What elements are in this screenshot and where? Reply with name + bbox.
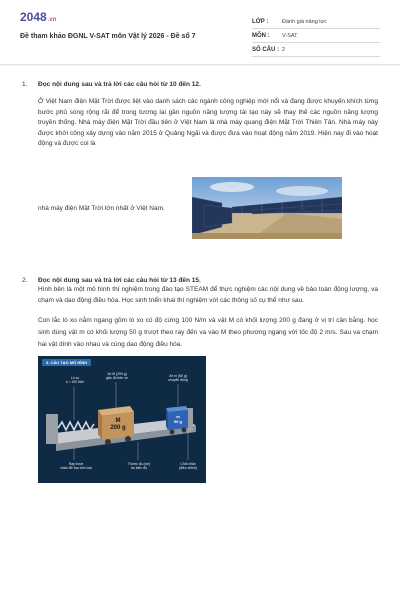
steam-model-figure — [38, 356, 206, 483]
question-paragraph: Ở Việt Nam điện Mặt Trời được liệt vào danh sách các ngành công nghiệp mới nổi và đang được khuyến khích từng bước phủ sóng rộng rãi để trong tương lai gần nguồn năng lượng tái tạo này sẽ thay thế các nguồn năng lượng truyền thống. Nhà máy điện Mặt Trời đầu tiên ở Việt Nam là nhà máy quang điện Mặt Trời Thiên Tân. Nhà máy này được khởi công xây dựng vào năm 2015 ở Quảng Ngãi và được đưa vào hoạt động năm 2019. Hiện nay đi vào hoạt động và được coi là — [38, 98, 378, 147]
label-stop: Chốt chặn (điều chỉnh) — [179, 462, 197, 470]
meta-key: SỐ CÂU : — [252, 46, 279, 53]
meta-value: Đánh giá năng lực — [282, 18, 327, 25]
site-logo[interactable] — [20, 10, 56, 24]
meta-key: MÔN : — [252, 32, 270, 39]
label-cart-m: Xe m (50 g) chuyển động — [168, 374, 188, 382]
solar-farm-photo — [192, 177, 342, 239]
logo-suffix: .vn — [47, 17, 57, 23]
document-title: Đề tham khảo ĐGNL V-SAT môn Vật lý 2026 - Đề số 7 — [20, 33, 196, 40]
logo-text: 2048 — [20, 10, 47, 24]
question-number: 1. — [22, 81, 28, 88]
block-M-label: M 200 g — [110, 418, 126, 431]
label-cart-M: Xe M (200 g) gắn đồ trên xe — [106, 372, 128, 380]
meta-row-class — [252, 15, 380, 29]
question-paragraph-a: Hình bên là một mô hình thí nghiệm trong đào tạo STEAM để thực nghiệm các nội dung về bảo toàn động lượng, va chạm và dao động điều hòa. Học sinh triển khai thí nghiệm với các thông số cụ thể như sau. — [38, 286, 378, 304]
question-continuation: nhà máy điện Mặt Trời lớn nhất ở Việt Nam. — [38, 205, 165, 212]
label-spring: Lò xo k = 100 N/m — [65, 376, 85, 384]
meta-row-subject — [252, 29, 380, 43]
question-2 — [22, 276, 382, 356]
meta-value: V-SAT — [282, 32, 298, 39]
figure-tag: 3. CẤU TẠO MÔ HÌNH — [42, 359, 91, 366]
label-rail: Ray trượt chân đỡ bọc kim loại — [60, 462, 92, 470]
label-ruler: Thước đo (cm) do biên độ — [127, 462, 151, 470]
meta-value: 2 — [282, 46, 286, 53]
meta-row-count — [252, 43, 380, 57]
question-paragraph-b: Con lắc lò xo nằm ngang gồm lò xo có độ cứng 100 N/m và vật M có khối lượng 200 g đang ở vị trí cân bằng. học sinh dùng vật m có khối lượng 50 g trượt theo ray đến va vào M theo phương ngang với tốc độ 2 m/s. Sau va chạm hai vật dính vào nhau và cùng dao động điều hòa. — [38, 317, 378, 348]
block-m-label: m 50 g — [173, 414, 182, 424]
page-header — [0, 0, 400, 65]
meta-key: LỚP : — [252, 18, 269, 25]
question-heading: Đọc nội dung sau và trả lời các câu hỏi từ 10 đến 12. — [38, 81, 201, 88]
question-heading: Đọc nội dung sau và trả lời các câu hỏi từ 13 đến 15. — [38, 277, 201, 284]
question-number: 2. — [22, 277, 28, 284]
document-body — [0, 66, 400, 600]
document-meta-table — [252, 15, 380, 57]
